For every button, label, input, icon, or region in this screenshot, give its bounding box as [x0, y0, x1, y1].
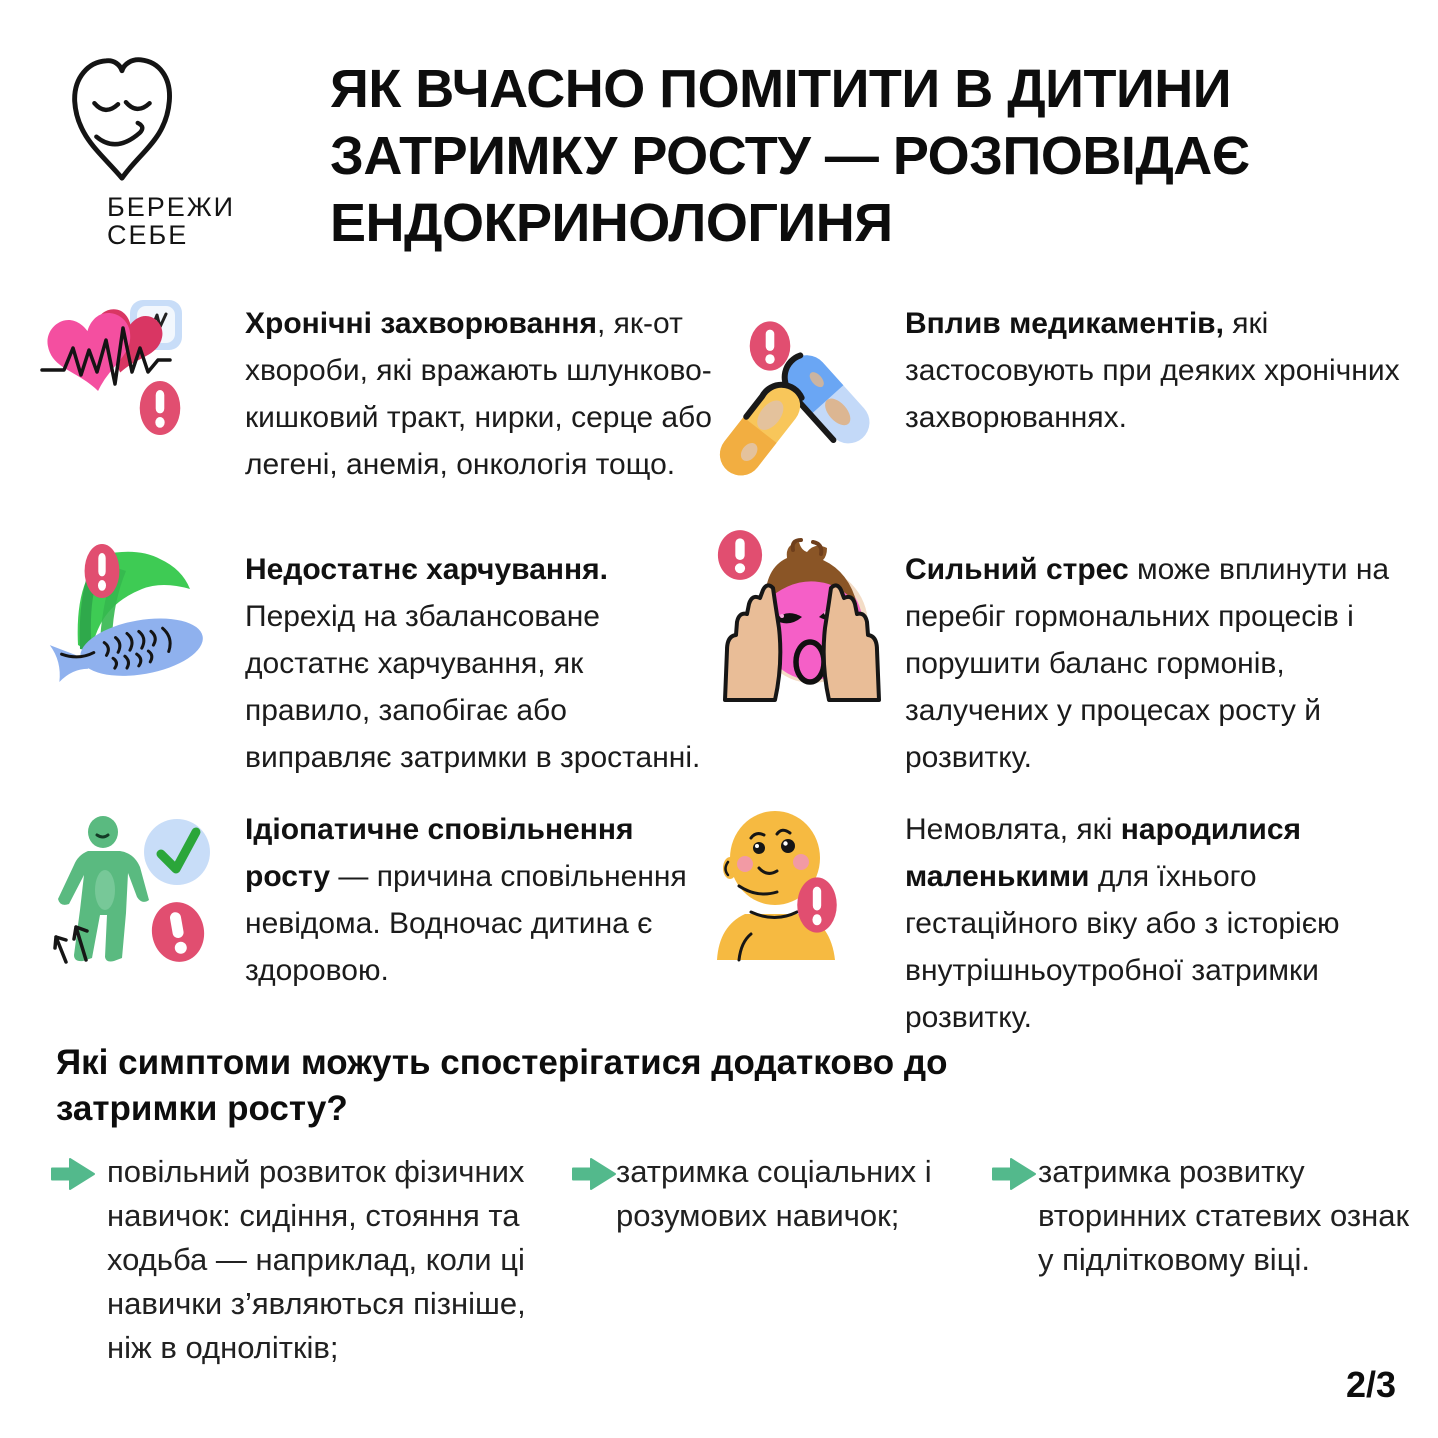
arrow-right-icon	[571, 1157, 617, 1191]
cause-rest: , як-от хвороби, які вражають шлунково-кишковий тракт, нирки, серце або легені, анемія, онкологія тощо.	[245, 307, 712, 481]
cause-bold: Вплив медикаментів,	[905, 307, 1224, 340]
symptom-item: затримка розвитку вторинних статевих ознак у підлітковому віці.	[1038, 1154, 1410, 1277]
cause-bold: Недостатнє харчування.	[245, 553, 608, 586]
cause-malnutrition	[245, 546, 713, 781]
cause-bold: Хронічні захворювання	[245, 307, 598, 340]
cause-rest: може вплинути на перебіг гормональних процесів і порушити баланс гормонів, залучених у процесах росту й розвитку.	[905, 553, 1390, 774]
cause-prefix: Немовлята, які	[905, 813, 1121, 846]
cause-rest: Перехід на збалансоване достатнє харчування, як правило, запобігає або виправляє затримки в зростанні.	[245, 600, 701, 774]
baby-icon	[715, 808, 837, 960]
symptom-item: затримка соціальних і розумових навичок;	[616, 1154, 932, 1233]
cause-idiopathic	[245, 806, 715, 994]
page-number: 2/3	[1345, 1364, 1396, 1405]
cause-rest: — причина сповільнення невідома. Водночас дитина є здоровою.	[245, 860, 687, 987]
cause-chronic-diseases	[245, 300, 713, 488]
cause-bold: народилися маленькими	[905, 813, 1302, 893]
brand-name	[107, 193, 235, 249]
arrow-right-icon	[50, 1157, 96, 1191]
cause-rest: для їхнього гестаційного віку або з історією внутрішньоутробної затримки розвитку.	[905, 860, 1340, 1034]
brand-line-1: БЕРЕЖИ	[107, 192, 236, 222]
symptoms-heading: Які симптоми можуть спостерігатися додатково до затримки росту?	[56, 1043, 948, 1128]
brand-line-2: СЕБЕ	[107, 220, 189, 250]
fish-greens-icon	[42, 545, 205, 700]
brand-heart-logo-icon	[66, 50, 178, 186]
cause-rest: які застосовують при деяких хронічних захворюваннях.	[905, 307, 1400, 434]
symptom-item: повільний розвиток фізичних навичок: сидіння, стояння та ходьба — наприклад, коли ці навички з’являються пізніше, ніж в однолітків;	[107, 1154, 526, 1365]
title-line-3: ЕНДОКРИНОЛОГИНЯ	[330, 193, 893, 253]
page-title	[330, 56, 1410, 257]
title-line-1: ЯК ВЧАСНО ПОМІТИТИ В ДИТИНИ	[330, 59, 1232, 119]
cause-medications	[905, 300, 1405, 441]
cause-bold: Сильний стрес	[905, 553, 1129, 586]
cause-stress	[905, 546, 1410, 781]
title-line-2: ЗАТРИМКУ РОСТУ — РОЗПОВІДАЄ	[330, 126, 1250, 186]
pills-icon	[715, 312, 860, 470]
stressed-face-icon	[715, 528, 879, 700]
cause-small-for-age	[905, 806, 1410, 1041]
cause-bold: Ідіопатичне сповільнення росту	[245, 813, 634, 893]
heart-ecg-icon	[42, 298, 187, 440]
arrow-right-icon	[991, 1157, 1037, 1191]
green-figure-icon	[50, 815, 210, 965]
